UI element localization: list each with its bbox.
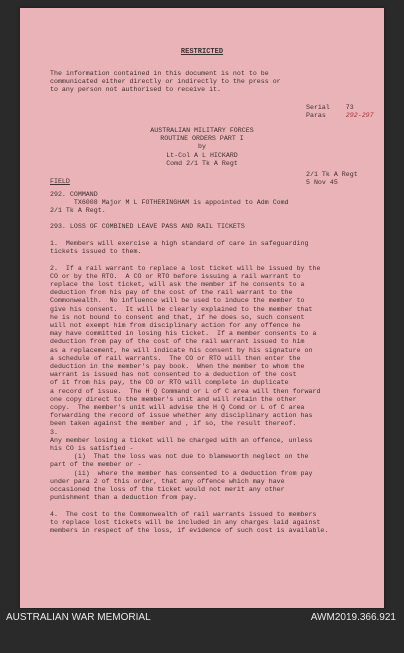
paras-line [306, 112, 374, 120]
serial-value: 73 [345, 104, 354, 111]
section-292-line-2: 2/1 Tk A Regt. [50, 207, 106, 214]
field-label: FIELD [50, 178, 70, 185]
serial-line [306, 104, 354, 112]
section-292-title: 292. COMMAND [50, 191, 98, 198]
unit-date: 2/1 Tk A Regt 5 Nov 45 [306, 171, 358, 187]
restricted-heading: RESTRICTED [180, 48, 224, 56]
section-293-body: 1. Members will exercise a high standard of care in safeguarding tickets issued to them. 2. If a rail warrant to replace a lost ticket will be issued by the CO or by the RTO. A CO or RTO before issuing a rail warrant to replace the lost ticket, will ask the member if he consents to a deduction from his pay of the cost of the rail warrant to the Commonwealth. No influence will be used to induce the member to give his consent. It will be clearly explained to the member that he is not bound to consent and that, if he does so, such consent will not exempt him from disciplinary action for any offence he may have committed in losing his ticket. If a member consents to a deduction from pay of the cost of the rail warrant issued to him as a replacement, he will indicate his consent by his signature on a schedule of rail warrants. The CO or RTO will then enter the deduction in the member's pay book. When the member to whom the warrant is issued has not consented to a deduction of the cost of it from his pay, the CO or RTO will complete in duplicate a record of issue. The H Q Command or L of C area will then forward one copy direct to the member's unit and will retain the other copy. The member's unit will advise the H Q Comd or L of C area forwarding the record of issue whether any disciplinary action has been taken against the member and , if so, the result thereof. 3. Any member losing a ticket will be charged with an offence, unless his CO is satisfied - (i) That the loss was not due to blameworth neglect on the part of the member or - (ii) where the member has consented to a deduction from pay under para 2 of this order, that any offence which may have occasioned the loss of the ticket would not merit any other punishment than a deduction from pay. 4. The cost to the Commonwealth of rail warrants issued to members to replace lost tickets will be included in any charges laid against members in respect of the loss, if evidence of such cost is available. [50, 240, 329, 535]
section-293-title: 293. LOSS OF COMBINED LEAVE PASS AND RAIL TICKETS [50, 223, 245, 230]
section-292-line-1: TX6008 Major M L FOTHERINGHAM is appointed to Adm Comd [50, 199, 289, 206]
orders-header: AUSTRALIAN MILITARY FORCES ROUTINE ORDERS PART I by Lt-Col A L HICKARD Comd 2/1 Tk A Regt [150, 127, 254, 167]
paras-label: Paras [306, 112, 326, 119]
document-page [20, 8, 384, 608]
footer-accession-number: AWM2019.366.921 [310, 612, 396, 623]
serial-label: Serial [306, 104, 330, 111]
security-notice: The information contained in this document is not to be communicated either directly or indirectly to the press or to any person not authorised to receive it. [50, 70, 281, 94]
paras-value: 292-297 [345, 112, 374, 119]
footer-source: AUSTRALIAN WAR MEMORIAL [6, 612, 151, 623]
